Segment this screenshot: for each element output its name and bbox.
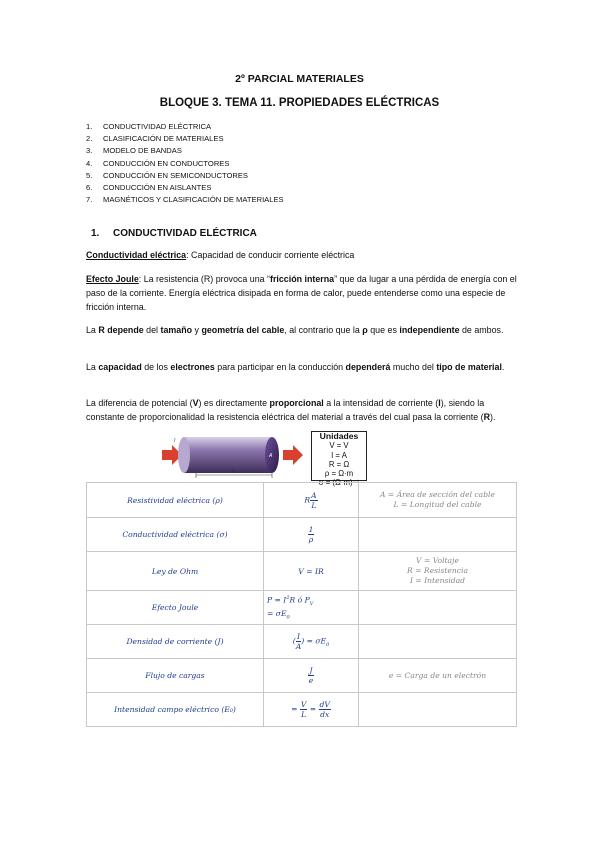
section-heading: 1. CONDUCTIVIDAD ELÉCTRICA [91,228,257,239]
toc-item: 3. MODELO DE BANDAS [86,146,182,156]
length-label: L [232,469,235,475]
toc-item: 6. CONDUCCIÓN EN AISLANTES [86,183,212,193]
table-row: Resistividad eléctrica (ρ) R $\frac{A}{L}$ A = Área de sección del cable L = Longitud del cable [87,483,517,518]
document-title: 2º PARCIAL MATERIALES [235,73,364,85]
document-subtitle: BLOQUE 3. TEMA 11. PROPIEDADES ELÉCTRICAS [159,97,440,109]
current-label: I [174,438,176,444]
toc-item: 1. CONDUCTIVIDAD ELÉCTRICA [86,122,212,131]
toc-item: 5. CONDUCCIÓN EN SEMICONDUCTORES [86,170,248,180]
paragraph-efecto-joule: Efecto Joule: La resistencia (R) provoca una “fricción interna” que da lugar a una pérdida de energía con el paso de la corriente. Energía eléctrica disipada en forma de calor, puede entenderse como una especie de fricción interna. [86,274,517,313]
toc-item: 7. MAGNÉTICOS Y CLASIFICACIÓN DE MATERIALES [86,195,284,205]
units-box: Unidades V = V I = A R = Ω ρ = Ω·m σ = (Ω·m)⁻¹ [311,431,367,481]
area-label: A [269,453,273,459]
formula-table [86,482,517,727]
arrow-right-icon [283,445,303,465]
table-of-contents [86,121,284,206]
toc-item: 2. CLASIFICACIÓN DE MATERIALES [86,134,224,144]
cable-back-edge [178,437,190,473]
paragraph-ley-ohm: La diferencia de potencial (V) es directamente proporcional a la intensidad de corriente (I), siendo la constante de proporcionalidad la resistencia eléctrica del material a través del cual pasa la corriente (R). [86,398,496,423]
table-row: Flujo de cargas $\frac{J}{e}$ e = Carga de un electrón [87,659,517,693]
table-row: Conductividad eléctrica (σ) $\frac{1}{\rho}$ [87,518,517,552]
cable-body [184,437,272,473]
paragraph-conductividad: Conductividad eléctrica: Capacidad de conducir corriente eléctrica [86,250,355,260]
paragraph-electrones: La capacidad de los electrones para participar en la conducción dependerá mucho del tipo de material. [86,362,505,372]
toc-item: 4. CONDUCCIÓN EN CONDUCTORES [86,158,230,168]
table-row: Intensidad campo eléctrico (E₀) = $\frac{V}{L}$ = $\frac{dV}{dx}$ [87,693,517,727]
table-row: Efecto Joule $P = I^2R$ ó $P_V$ = $\sigma E_0$ [87,591,517,625]
table-row: Densidad de corriente (J) ( $\frac{I}{A}$ ) = $\sigma E_0$ [87,625,517,659]
paragraph-resistencia: La R depende del tamaño y geometría del cable, al contrario que la ρ que es independiente de ambos. [86,325,504,335]
table-row: Ley de Ohm V = IR V = Voltaje R = Resistencia I = Intensidad [87,552,517,591]
